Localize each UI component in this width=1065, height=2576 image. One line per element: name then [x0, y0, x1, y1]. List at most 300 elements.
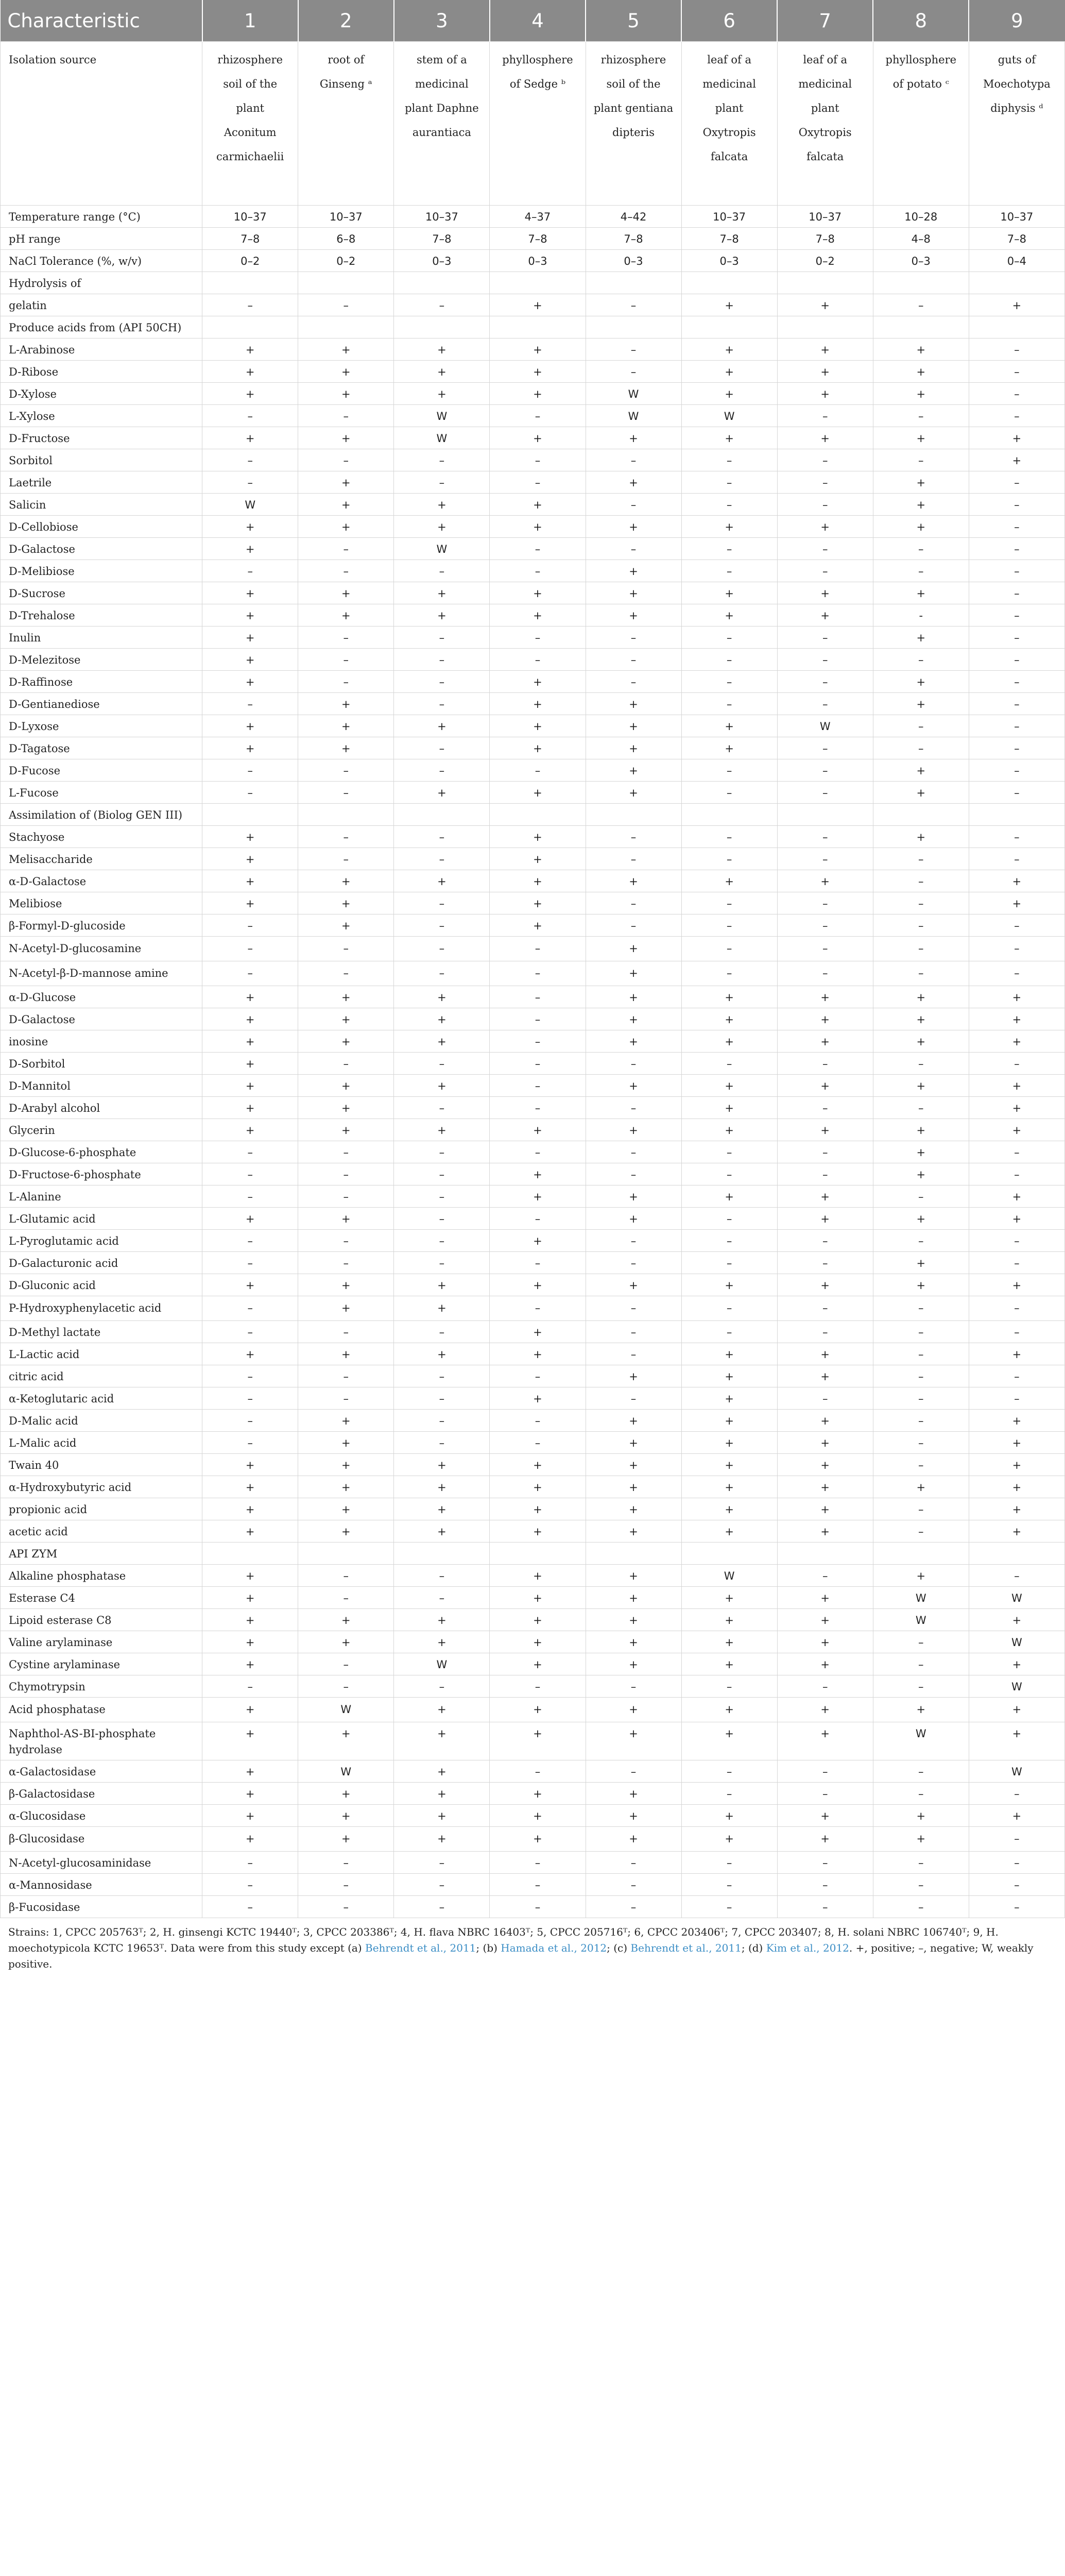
- row-label: D-Fructose: [1, 427, 202, 449]
- table-row: [1, 604, 1065, 626]
- table-row: [1, 1208, 1065, 1230]
- table-cell: +: [202, 1053, 298, 1075]
- table-cell: +: [298, 1783, 394, 1805]
- table-cell: –: [681, 914, 777, 937]
- table-cell: +: [298, 1520, 394, 1543]
- table-cell: –: [969, 759, 1064, 782]
- table-cell: +: [394, 1631, 490, 1653]
- table-cell: +: [873, 986, 969, 1008]
- table-cell: [394, 272, 490, 294]
- table-cell: –: [202, 471, 298, 494]
- table-cell: +: [586, 1698, 681, 1722]
- table-cell: +: [490, 848, 586, 870]
- table-cell: –: [873, 1097, 969, 1119]
- table-cell: +: [394, 1454, 490, 1476]
- table-cell: –: [490, 1896, 586, 1918]
- table-cell: –: [394, 1321, 490, 1343]
- table-cell: +: [873, 1075, 969, 1097]
- table-cell: +: [586, 1631, 681, 1653]
- table-cell: +: [586, 1030, 681, 1053]
- table-row: [1, 937, 1065, 961]
- table-cell: W: [969, 1760, 1064, 1783]
- table-cell: 7–8: [681, 228, 777, 250]
- table-cell: +: [969, 1185, 1064, 1208]
- table-cell: +: [490, 1476, 586, 1498]
- table-cell: +: [969, 1432, 1064, 1454]
- row-label: Produce acids from (API 50CH): [1, 316, 202, 338]
- table-cell: 0–2: [202, 250, 298, 272]
- table-cell: –: [298, 449, 394, 471]
- table-cell: +: [586, 1722, 681, 1760]
- table-cell: +: [202, 1827, 298, 1852]
- table-cell: +: [490, 1119, 586, 1141]
- table-row: [1, 1874, 1065, 1896]
- table-cell: –: [394, 1230, 490, 1252]
- table-cell: +: [490, 1163, 586, 1185]
- table-cell: –: [969, 471, 1064, 494]
- table-cell: +: [873, 826, 969, 848]
- table-cell: –: [681, 1852, 777, 1874]
- table-cell: –: [586, 1252, 681, 1274]
- table-cell: –: [490, 1874, 586, 1896]
- table-cell: –: [490, 759, 586, 782]
- table-row: [1, 1498, 1065, 1520]
- table-cell: –: [586, 494, 681, 516]
- table-cell: –: [873, 1631, 969, 1653]
- table-cell: +: [298, 1827, 394, 1852]
- table-cell: 4–42: [586, 206, 681, 228]
- table-cell: +: [873, 582, 969, 604]
- table-row: [1, 848, 1065, 870]
- table-row: [1, 582, 1065, 604]
- table-cell: –: [681, 649, 777, 671]
- table-cell: –: [873, 1410, 969, 1432]
- table-cell: +: [873, 1274, 969, 1296]
- table-row: [1, 1365, 1065, 1387]
- table-cell: –: [681, 1252, 777, 1274]
- table-cell: +: [873, 1252, 969, 1274]
- table-cell: +: [681, 1454, 777, 1476]
- table-cell: +: [681, 294, 777, 316]
- table-cell: +: [873, 361, 969, 383]
- table-cell: –: [394, 1387, 490, 1410]
- table-cell: –: [490, 538, 586, 560]
- table-cell: +: [873, 1163, 969, 1185]
- table-cell: +: [490, 892, 586, 914]
- table-cell: –: [969, 1874, 1064, 1896]
- table-cell: +: [298, 693, 394, 715]
- table-cell: +: [681, 1387, 777, 1410]
- isolation-source-cell: phyllosphere of potato ᶜ: [873, 42, 969, 206]
- table-cell: +: [394, 604, 490, 626]
- table-cell: +: [394, 1609, 490, 1631]
- table-cell: +: [298, 471, 394, 494]
- table-cell: –: [298, 560, 394, 582]
- table-cell: –: [681, 538, 777, 560]
- table-cell: –: [202, 1185, 298, 1208]
- row-label: L-Fucose: [1, 782, 202, 804]
- table-cell: –: [777, 937, 873, 961]
- table-cell: +: [873, 427, 969, 449]
- table-cell: +: [490, 1827, 586, 1852]
- table-cell: +: [394, 1476, 490, 1498]
- table-row: [1, 1097, 1065, 1119]
- table-cell: –: [202, 1365, 298, 1387]
- table-cell: –: [681, 1896, 777, 1918]
- table-row: [1, 538, 1065, 560]
- row-label: Stachyose: [1, 826, 202, 848]
- table-cell: –: [969, 826, 1064, 848]
- table-cell: 6–8: [298, 228, 394, 250]
- table-cell: –: [777, 1252, 873, 1274]
- table-row: [1, 560, 1065, 582]
- table-cell: –: [202, 1296, 298, 1321]
- table-cell: –: [298, 1365, 394, 1387]
- table-row: [1, 449, 1065, 471]
- table-cell: +: [394, 494, 490, 516]
- table-cell: –: [873, 1653, 969, 1675]
- row-label: Sorbitol: [1, 449, 202, 471]
- table-cell: +: [586, 737, 681, 759]
- table-row: [1, 1760, 1065, 1783]
- table-cell: –: [777, 1141, 873, 1163]
- row-label: Valine arylaminase: [1, 1631, 202, 1653]
- table-cell: –: [777, 759, 873, 782]
- table-cell: +: [202, 1075, 298, 1097]
- row-label: Cystine arylaminase: [1, 1653, 202, 1675]
- table-cell: –: [969, 1565, 1064, 1587]
- table-cell: –: [298, 649, 394, 671]
- table-cell: [777, 316, 873, 338]
- table-row: [1, 1141, 1065, 1163]
- table-cell: +: [298, 604, 394, 626]
- table-cell: +: [681, 1075, 777, 1097]
- table-cell: –: [969, 671, 1064, 693]
- table-cell: +: [490, 604, 586, 626]
- table-cell: +: [202, 1097, 298, 1119]
- table-row: [1, 1296, 1065, 1321]
- table-cell: +: [298, 1075, 394, 1097]
- row-label: D-Malic acid: [1, 1410, 202, 1432]
- table-cell: –: [586, 361, 681, 383]
- table-cell: –: [873, 1498, 969, 1520]
- footnote-strains: Strains: 1, CPCC 205763ᵀ; 2, H. ginsengi KCTC 19440ᵀ; 3, CPCC 203386ᵀ; 4, H. flava NBRC 16403ᵀ; 5, CPCC 205716ᵀ; 6, CPCC 203406ᵀ; 7, CPCC 203407; 8, H. solani NBRC 106740ᵀ; 9, H. moechotypicola KCTC 19653ᵀ. Data were from this study except (a): [8, 1926, 999, 1954]
- table-cell: –: [394, 671, 490, 693]
- table-cell: 4–37: [490, 206, 586, 228]
- isolation-source-cell: rhizosphere soil of the plant gentiana dipteris: [586, 42, 681, 206]
- table-cell: –: [681, 494, 777, 516]
- table-cell: –: [298, 294, 394, 316]
- table-cell: [490, 272, 586, 294]
- table-cell: –: [298, 405, 394, 427]
- table-row: [1, 1609, 1065, 1631]
- table-row: [1, 870, 1065, 892]
- table-cell: –: [873, 1454, 969, 1476]
- table-cell: +: [586, 1432, 681, 1454]
- table-cell: +: [777, 1631, 873, 1653]
- table-row: [1, 826, 1065, 848]
- table-cell: –: [873, 649, 969, 671]
- table-cell: [969, 1543, 1064, 1565]
- table-cell: +: [202, 1274, 298, 1296]
- table-cell: –: [298, 1387, 394, 1410]
- table-cell: +: [490, 671, 586, 693]
- table-cell: +: [873, 1208, 969, 1230]
- table-cell: –: [394, 1141, 490, 1163]
- table-cell: +: [490, 1274, 586, 1296]
- table-cell: +: [490, 494, 586, 516]
- row-label: L-Xylose: [1, 405, 202, 427]
- table-cell: 7–8: [490, 228, 586, 250]
- table-cell: –: [681, 626, 777, 649]
- table-cell: +: [969, 1075, 1064, 1097]
- table-cell: –: [586, 1053, 681, 1075]
- table-row: [1, 1520, 1065, 1543]
- table-cell: –: [969, 516, 1064, 538]
- table-cell: +: [586, 427, 681, 449]
- row-label: D-Glucose-6-phosphate: [1, 1141, 202, 1163]
- table-row: [1, 1163, 1065, 1185]
- row-label: α-Galactosidase: [1, 1760, 202, 1783]
- table-cell: –: [394, 848, 490, 870]
- row-label: D-Galacturonic acid: [1, 1252, 202, 1274]
- table-cell: +: [681, 1476, 777, 1498]
- table-cell: W: [873, 1722, 969, 1760]
- table-cell: +: [394, 1760, 490, 1783]
- table-cell: +: [202, 1208, 298, 1230]
- table-cell: +: [490, 1454, 586, 1476]
- table-cell: –: [777, 961, 873, 986]
- table-cell: –: [681, 1230, 777, 1252]
- table-cell: +: [681, 1365, 777, 1387]
- table-cell: –: [777, 1387, 873, 1410]
- table-row: [1, 1852, 1065, 1874]
- table-cell: +: [202, 1454, 298, 1476]
- table-cell: –: [394, 294, 490, 316]
- table-cell: –: [873, 961, 969, 986]
- table-cell: –: [873, 1783, 969, 1805]
- table-row: [1, 1698, 1065, 1722]
- table-cell: +: [969, 870, 1064, 892]
- table-cell: +: [202, 1520, 298, 1543]
- table-cell: +: [202, 1698, 298, 1722]
- table-cell: –: [681, 471, 777, 494]
- table-cell: +: [394, 1008, 490, 1030]
- table-cell: +: [586, 1410, 681, 1432]
- table-cell: 10–37: [969, 206, 1064, 228]
- table-cell: –: [490, 986, 586, 1008]
- table-cell: +: [586, 1520, 681, 1543]
- table-cell: [202, 316, 298, 338]
- table-cell: –: [394, 1097, 490, 1119]
- table-cell: +: [490, 427, 586, 449]
- table-cell: +: [681, 1827, 777, 1852]
- table-cell: +: [298, 715, 394, 737]
- table-cell: –: [394, 693, 490, 715]
- table-cell: –: [777, 671, 873, 693]
- table-cell: +: [777, 1805, 873, 1827]
- table-cell: +: [394, 870, 490, 892]
- table-cell: W: [873, 1609, 969, 1631]
- row-label: citric acid: [1, 1365, 202, 1387]
- table-row: [1, 427, 1065, 449]
- table-cell: –: [394, 1185, 490, 1208]
- table-cell: –: [586, 1760, 681, 1783]
- table-cell: –: [298, 1321, 394, 1343]
- table-row: [1, 1230, 1065, 1252]
- table-cell: [298, 272, 394, 294]
- table-cell: +: [777, 1520, 873, 1543]
- table-cell: –: [586, 1852, 681, 1874]
- header-strain-5: 5: [586, 0, 681, 42]
- table-cell: W: [394, 538, 490, 560]
- table-cell: –: [490, 471, 586, 494]
- table-cell: +: [298, 1476, 394, 1498]
- row-label: D-Ribose: [1, 361, 202, 383]
- table-cell: –: [586, 1387, 681, 1410]
- table-cell: –: [681, 1053, 777, 1075]
- table-cell: 7–8: [969, 228, 1064, 250]
- row-label: D-Fructose-6-phosphate: [1, 1163, 202, 1185]
- table-cell: +: [777, 1119, 873, 1141]
- reference-link-d[interactable]: Kim et al., 2012: [766, 1942, 849, 1954]
- table-cell: –: [490, 1432, 586, 1454]
- table-cell: –: [969, 1827, 1064, 1852]
- table-cell: +: [202, 1609, 298, 1631]
- reference-link-b[interactable]: Hamada et al., 2012: [501, 1942, 607, 1954]
- table-cell: –: [777, 560, 873, 582]
- table-cell: –: [202, 1230, 298, 1252]
- table-cell: –: [777, 1783, 873, 1805]
- table-cell: –: [202, 1387, 298, 1410]
- isolation-source-cell: stem of a medicinal plant Daphne aurantiaca: [394, 42, 490, 206]
- footnote-sep-d: ; (d): [741, 1942, 763, 1954]
- table-cell: W: [969, 1675, 1064, 1698]
- table-cell: –: [586, 848, 681, 870]
- table-cell: [681, 272, 777, 294]
- table-row: [1, 961, 1065, 986]
- table-cell: –: [777, 538, 873, 560]
- table-cell: –: [873, 538, 969, 560]
- table-cell: –: [490, 1208, 586, 1230]
- table-cell: –: [777, 471, 873, 494]
- table-cell: +: [394, 516, 490, 538]
- table-cell: +: [777, 1454, 873, 1476]
- table-cell: +: [969, 1653, 1064, 1675]
- table-cell: –: [873, 294, 969, 316]
- table-cell: –: [777, 782, 873, 804]
- table-cell: –: [681, 1760, 777, 1783]
- table-cell: +: [681, 986, 777, 1008]
- table-cell: –: [777, 693, 873, 715]
- table-row: [1, 715, 1065, 737]
- table-cell: 0–3: [873, 250, 969, 272]
- table-row: [1, 892, 1065, 914]
- row-label: α-Mannosidase: [1, 1874, 202, 1896]
- table-cell: [586, 272, 681, 294]
- table-cell: –: [394, 1208, 490, 1230]
- table-cell: –: [586, 671, 681, 693]
- table-cell: +: [298, 361, 394, 383]
- table-cell: –: [394, 1874, 490, 1896]
- table-cell: –: [298, 1675, 394, 1698]
- table-cell: +: [586, 1653, 681, 1675]
- table-cell: –: [873, 1365, 969, 1387]
- table-cell: +: [873, 471, 969, 494]
- table-cell: +: [394, 1119, 490, 1141]
- table-cell: +: [490, 516, 586, 538]
- table-cell: +: [394, 1805, 490, 1827]
- table-cell: 10–37: [202, 206, 298, 228]
- table-row: [1, 361, 1065, 383]
- table-row: [1, 494, 1065, 516]
- table-cell: –: [873, 715, 969, 737]
- table-cell: –: [586, 1163, 681, 1185]
- table-cell: +: [394, 1722, 490, 1760]
- table-cell: +: [969, 427, 1064, 449]
- table-cell: –: [873, 914, 969, 937]
- table-cell: +: [873, 338, 969, 361]
- table-cell: +: [202, 986, 298, 1008]
- table-row: [1, 649, 1065, 671]
- row-label: D-Mannitol: [1, 1075, 202, 1097]
- table-cell: –: [586, 1097, 681, 1119]
- table-cell: –: [298, 961, 394, 986]
- table-cell: –: [298, 937, 394, 961]
- table-cell: +: [969, 1008, 1064, 1030]
- row-label: L-Glutamic acid: [1, 1208, 202, 1230]
- table-row: [1, 1476, 1065, 1498]
- table-cell: –: [394, 1896, 490, 1918]
- table-cell: –: [298, 671, 394, 693]
- header-strain-6: 6: [681, 0, 777, 42]
- reference-link-c[interactable]: Behrendt et al., 2011: [630, 1942, 742, 1954]
- table-cell: –: [394, 1587, 490, 1609]
- table-cell: –: [969, 693, 1064, 715]
- table-row: [1, 516, 1065, 538]
- table-cell: –: [681, 1321, 777, 1343]
- table-cell: +: [490, 294, 586, 316]
- table-cell: –: [394, 1053, 490, 1075]
- table-cell: +: [202, 1653, 298, 1675]
- table-cell: –: [298, 782, 394, 804]
- table-cell: +: [298, 427, 394, 449]
- table-cell: +: [202, 1030, 298, 1053]
- table-cell: –: [969, 361, 1064, 383]
- table-cell: +: [298, 1274, 394, 1296]
- table-cell: +: [490, 870, 586, 892]
- table-cell: W: [394, 427, 490, 449]
- reference-link-a[interactable]: Behrendt et al., 2011: [365, 1942, 476, 1954]
- table-cell: +: [777, 1208, 873, 1230]
- table-cell: +: [394, 782, 490, 804]
- row-label: acetic acid: [1, 1520, 202, 1543]
- table-cell: –: [969, 1852, 1064, 1874]
- table-row: [1, 471, 1065, 494]
- table-cell: –: [777, 1321, 873, 1343]
- table-cell: +: [873, 516, 969, 538]
- table-cell: +: [777, 361, 873, 383]
- table-row: [1, 1343, 1065, 1365]
- table-cell: –: [394, 1675, 490, 1698]
- table-cell: +: [202, 671, 298, 693]
- table-cell: –: [586, 892, 681, 914]
- isolation-source-cell: leaf of a medicinal plant Oxytropis falcata: [681, 42, 777, 206]
- table-cell: –: [202, 1852, 298, 1874]
- table-cell: –: [969, 1141, 1064, 1163]
- table-cell: 0–3: [681, 250, 777, 272]
- table-cell: –: [777, 848, 873, 870]
